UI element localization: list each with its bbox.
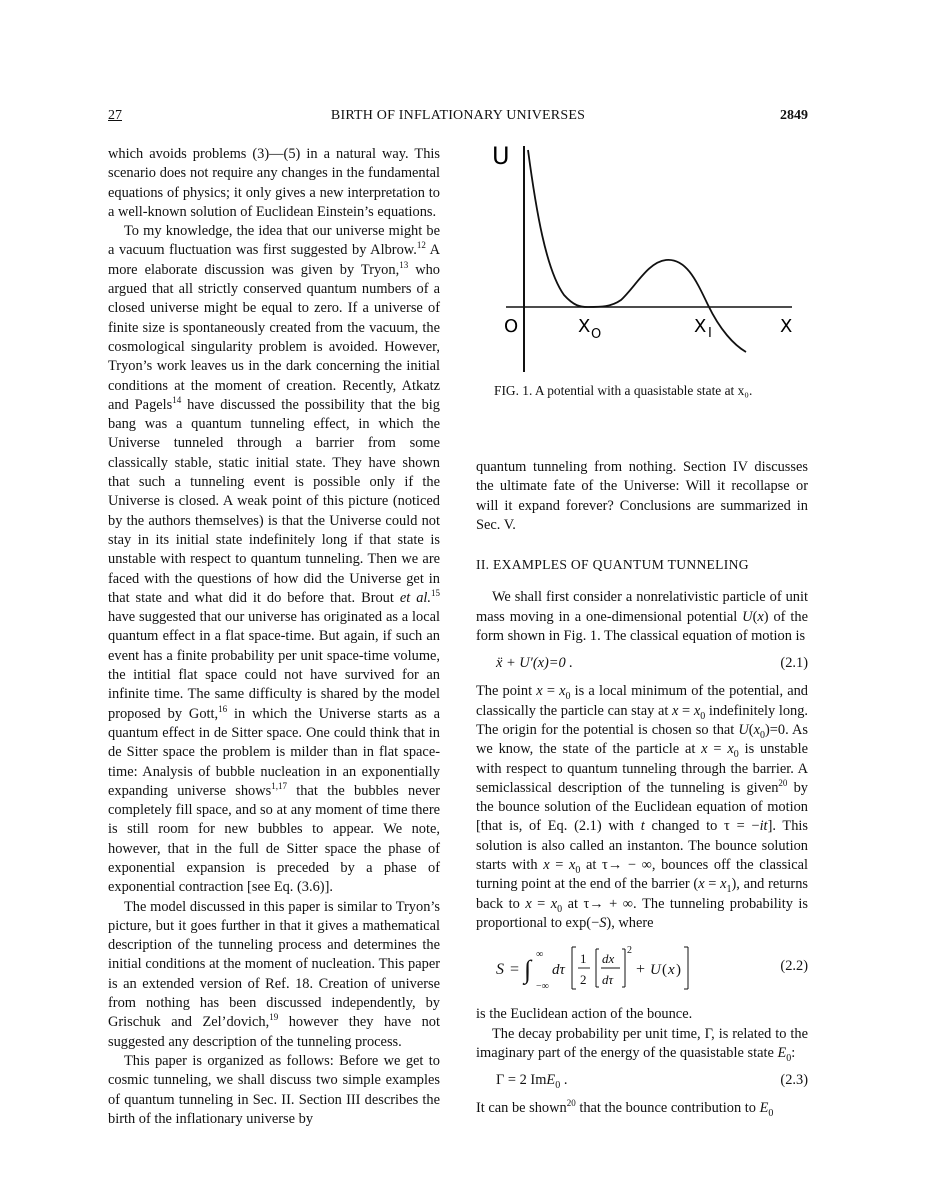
paragraph-vacuum-fluctuation: To my knowledge, the idea that our universe might be a vacuum fluctuation was first suggested by Albrow.$^{12}$ A more elaborate discussion was given by Tryon,$^{13}$ who argued that all strictly conserved quantum numbers of a closed universe might be equal to zero. If a universe of finite size is spontaneously created from the vacuum, the cosmological singularity problem is avoided. However, Tryon’s work leaves us in the dark concerning the initial conditions at the moment of creation. Recently, Atkatz and Pagels$^{14}$ have discussed the possibility that the big bang was a quantum tunneling effect, in which the Universe tunneled through a barrier from some classically stable, static initial state. They have shown that such a tunneling event is possible only if the Universe is closed. A weak point of this picture (noticed by the authors themselves) is that the Universe could not stay in its initial state indefinitely long if that state is unstable with respect to quantum tunneling. Then we are faced with the questions of how did the Universe get in that state and what did it do before that. Brout et al.$^{15}$ have suggested that our universe has originated as a local quantum effect in a flat space-time. But again, if such an event has a finite probability per unit space-time volume, the intitial flat space could not have survived for an infinite time. The same difficulty is shared by the model proposed by Gott,$^{16}$ in which the Universe starts as a quantum effect in de Sitter space. One could think that in de Sitter space the problem is milder than in flat space-time: Analysis of bubble nucleation in an exponentially expanding universe shows$^{1,17}$ that the bubbles never completely fill space, and so at any moment of time there is still room for new bubbles to appear. We note, however, that in the full de Sitter space the phase of exponential expansion is preceded by a phase of exponential contraction [see Eq. (3.6)]. [108, 223, 441, 896]
x1-label: X [694, 316, 707, 337]
equation-2-2 [476, 939, 808, 997]
equation-2-1 [476, 654, 808, 676]
x0-subscript: O [591, 327, 602, 342]
equation-2-1-body: ẍ + U′(x)=0 . [496, 655, 573, 672]
svg-text:(: ( [662, 962, 667, 979]
left-column [108, 145, 440, 1129]
paragraph-model: The model discussed in this paper is similar to Tryon’s picture, but it goes further in that it gives a mathematical description of the tunneling process and determines the initial conditions at the moment of nucleation. This paper is an extended version of Ref. 18. Creation of universe from nothing has been discussed independently, by Grischuk and Zel’dovich,$^{19}$ however they have not suggested any description of the tunneling process. [108, 898, 440, 1050]
svg-text:2: 2 [580, 972, 587, 988]
paragraph-organization: This paper is organized as follows: Before we get to cosmic tunneling, we shall discuss two simple examples of quantum tunneling in Sec. II. Section III describes the birth of the inflationary universe by [108, 1052, 440, 1127]
section-heading: II. EXAMPLES OF QUANTUM TUNNELING [476, 557, 749, 573]
equation-2-2-number: (2.2) [780, 958, 808, 975]
svg-text:∞: ∞ [536, 949, 544, 961]
paragraph-local-minimum: The point $x = x_0$ is a local minimum of the potential, and classically the particle can stay at $x = x_0$ indefinitely long. The origin for the potential is chosen so that $U(x_0)=0$. As we know, the state of the particle at $x = x_0$ is unstable with respect to quantum tunneling through the barrier. A semiclassical description of the tunneling is given$^{20}$ by the bounce solution of the Euclidean equation of motion [that is, of Eq. (2.1) with t changed to τ = −it]. This solution is also called an instanton. The bounce solution starts with $x = x_0$ at τ→ − ∞, bounces off the classical turning point at the end of the barrier $(x = x_1)$, and returns back to $x = x_0$ at τ→ + ∞. The tunneling probability is proportional to exp(−S), where [476, 683, 809, 931]
svg-text:∫: ∫ [524, 955, 532, 985]
x-axis-label: X [780, 316, 793, 337]
origin-label: O [504, 316, 519, 337]
svg-text:U: U [650, 962, 661, 979]
page-number: 2849 [780, 108, 808, 123]
svg-text:dτ: dτ [602, 972, 614, 988]
potential-curve [528, 150, 746, 352]
svg-text:): ) [676, 962, 681, 979]
equation-2-2-formula [476, 939, 746, 997]
paragraph-intro-end: which avoids problems (3)—(5) in a natural way. This scenario does not require any changes in the fundamental equations of physics; it only gives a new interpretation to a well-known solution of Euclidean Einstein’s equations. [108, 146, 440, 220]
x1-subscript: I [708, 326, 712, 341]
running-header [108, 108, 808, 130]
svg-text:dτ: dτ [552, 962, 565, 979]
paragraph-euclidean-action: is the Euclidean action of the bounce. [476, 1006, 693, 1023]
right-column [476, 458, 808, 1118]
paragraph-bounce-contribution: It can be shown$^{20}$ that the bounce contribution to $E_0$ [476, 1098, 774, 1119]
figure-caption: FIG. 1. A potential with a quasistable state at x₀. [494, 383, 753, 398]
svg-text:=: = [510, 961, 520, 979]
svg-text:dx: dx [602, 951, 615, 967]
x0-label: X [578, 316, 591, 337]
svg-text:S: S [496, 961, 504, 979]
paragraph-nonrelativistic: We shall first consider a nonrelativistic particle of unit mass moving in a one-dimensional potential U(x) of the form shown in Fig. 1. The classical equation of motion is [476, 589, 808, 645]
svg-text:x: x [668, 962, 675, 979]
running-title: BIRTH OF INFLATIONARY UNIVERSES [330, 108, 586, 123]
potential-plot [476, 140, 808, 380]
equation-2-3-body: Γ = 2 ImE$_0$ . [496, 1072, 568, 1091]
equation-2-3-number: (2.3) [780, 1072, 808, 1089]
equation-2-3 [476, 1071, 808, 1093]
figure-1 [476, 140, 808, 400]
y-axis-label: U [492, 142, 510, 170]
paragraph-sections: quantum tunneling from nothing. Section IV discusses the ultimate fate of the Universe: Will it recollapse or will it expand forever? Conclusions are summarized in Sec. V. [476, 459, 808, 533]
svg-text:−∞: −∞ [536, 981, 549, 993]
paragraph-decay-probability: The decay probability per unit time, Γ, is related to the imaginary part of the energy of the quasistable state $E_0$: [476, 1025, 808, 1064]
svg-text:+: + [636, 961, 646, 979]
svg-text:1: 1 [580, 951, 587, 967]
equation-2-1-number: (2.1) [780, 655, 808, 672]
svg-text:2: 2 [627, 945, 632, 957]
volume-number: 27 [108, 108, 122, 123]
